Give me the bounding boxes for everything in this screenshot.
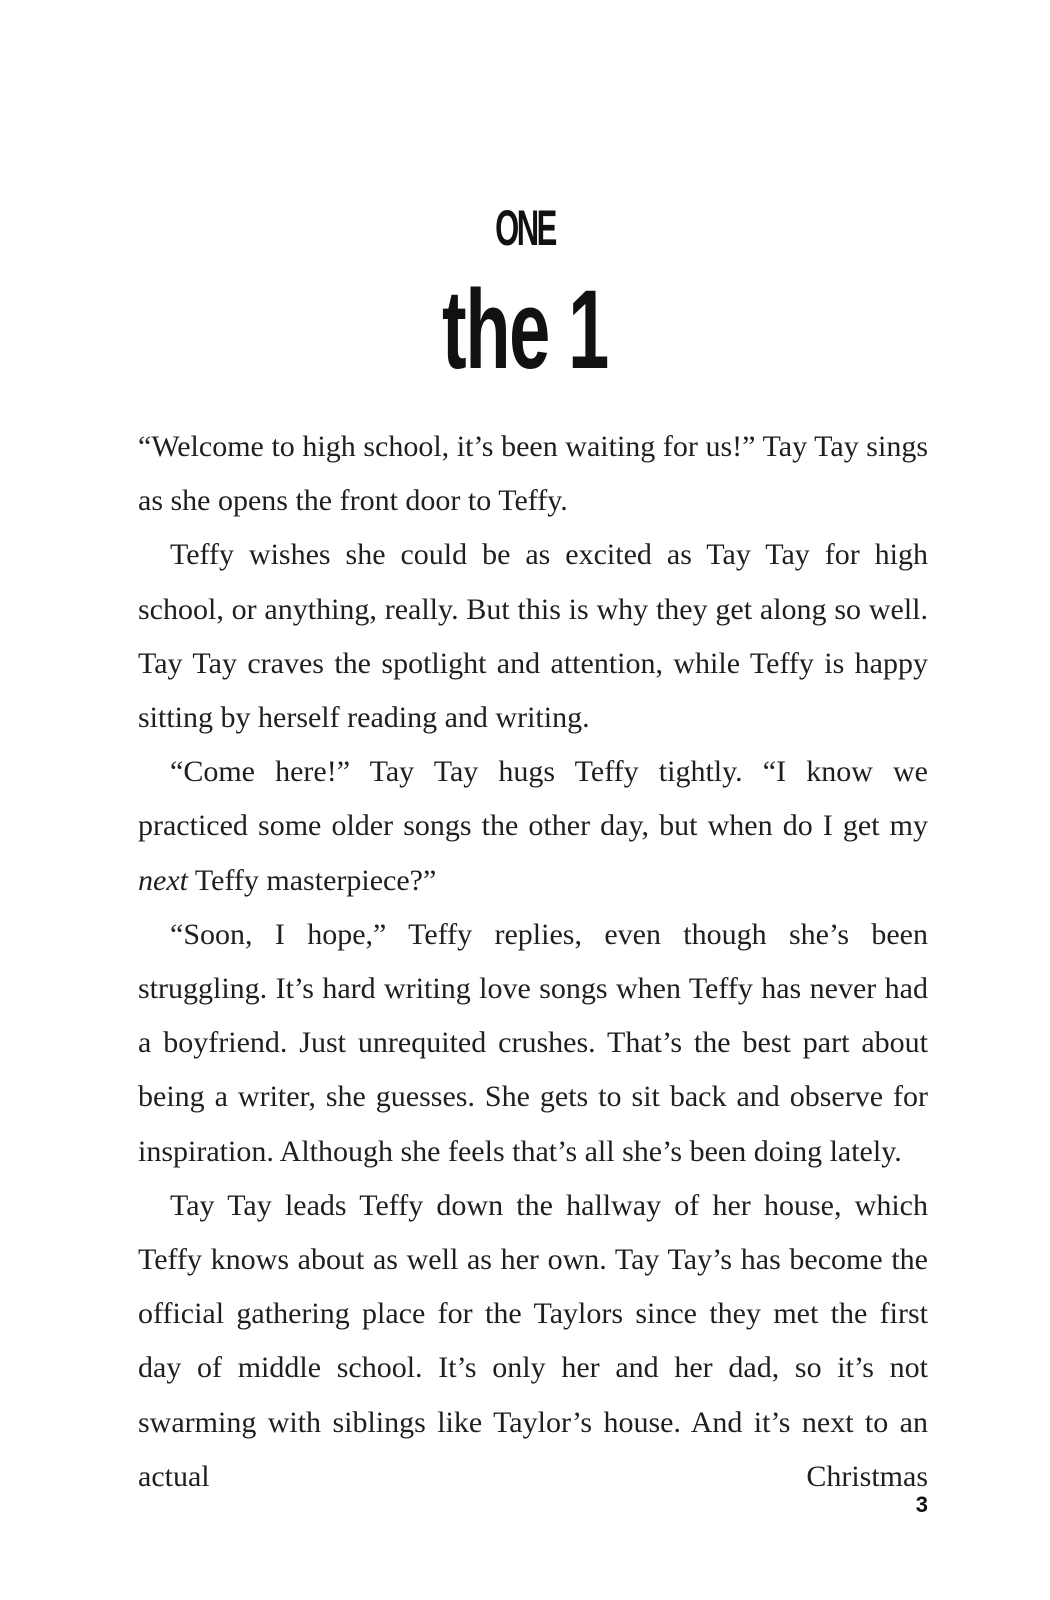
paragraph-3-emphasis: next xyxy=(138,863,188,897)
paragraph-4-text: “Soon, I hope,” Teffy replies, even though she’s been struggling. It’s hard writing love songs when Teffy has never had a boyfriend. Just unrequited crushes. That’s the best part about being a writer, she guesses. She gets to sit back and observe for inspiration. Although she feels that’s all she’s been doing lately. xyxy=(138,917,928,1168)
page-number: 3 xyxy=(915,1492,928,1517)
paragraph-2-text: Teffy wishes she could be as excited as Tay Tay for high school, or anything, really. But this is why they get along so well. Tay Tay craves the spotlight and attention, while Teffy is happy sitting by herself reading and writing. xyxy=(138,538,928,735)
paragraph-3-text-after: Teffy masterpiece?” xyxy=(187,863,437,897)
paragraph-4 xyxy=(138,908,928,1179)
paragraph-3-text-before: “Come here!” Tay Tay hugs Teffy tightly. “I know we practiced some older songs the other day, but when do I get my xyxy=(138,755,928,843)
paragraph-2 xyxy=(138,528,928,745)
paragraph-5-text: Tay Tay leads Teffy down the hallway of her house, which Teffy knows about as well as her own. Tay Tay’s has become the official gathering place for the Taylors since they met the first day of middle school. It’s only her and her dad, so it’s not swarming with siblings like Taylor’s house. And it’s next to an actual Christmas xyxy=(138,1188,928,1493)
chapter-number: ONE xyxy=(495,200,555,256)
paragraph-1-text: “Welcome to high school, it’s been waiting for us!” Tay Tay sings as she opens the front door to Teffy. xyxy=(138,430,928,518)
paragraph-3 xyxy=(138,745,928,908)
paragraph-5 xyxy=(138,1179,928,1504)
paragraph-1 xyxy=(138,420,928,528)
chapter-body xyxy=(138,420,928,1504)
chapter-title: the 1 xyxy=(442,267,608,392)
